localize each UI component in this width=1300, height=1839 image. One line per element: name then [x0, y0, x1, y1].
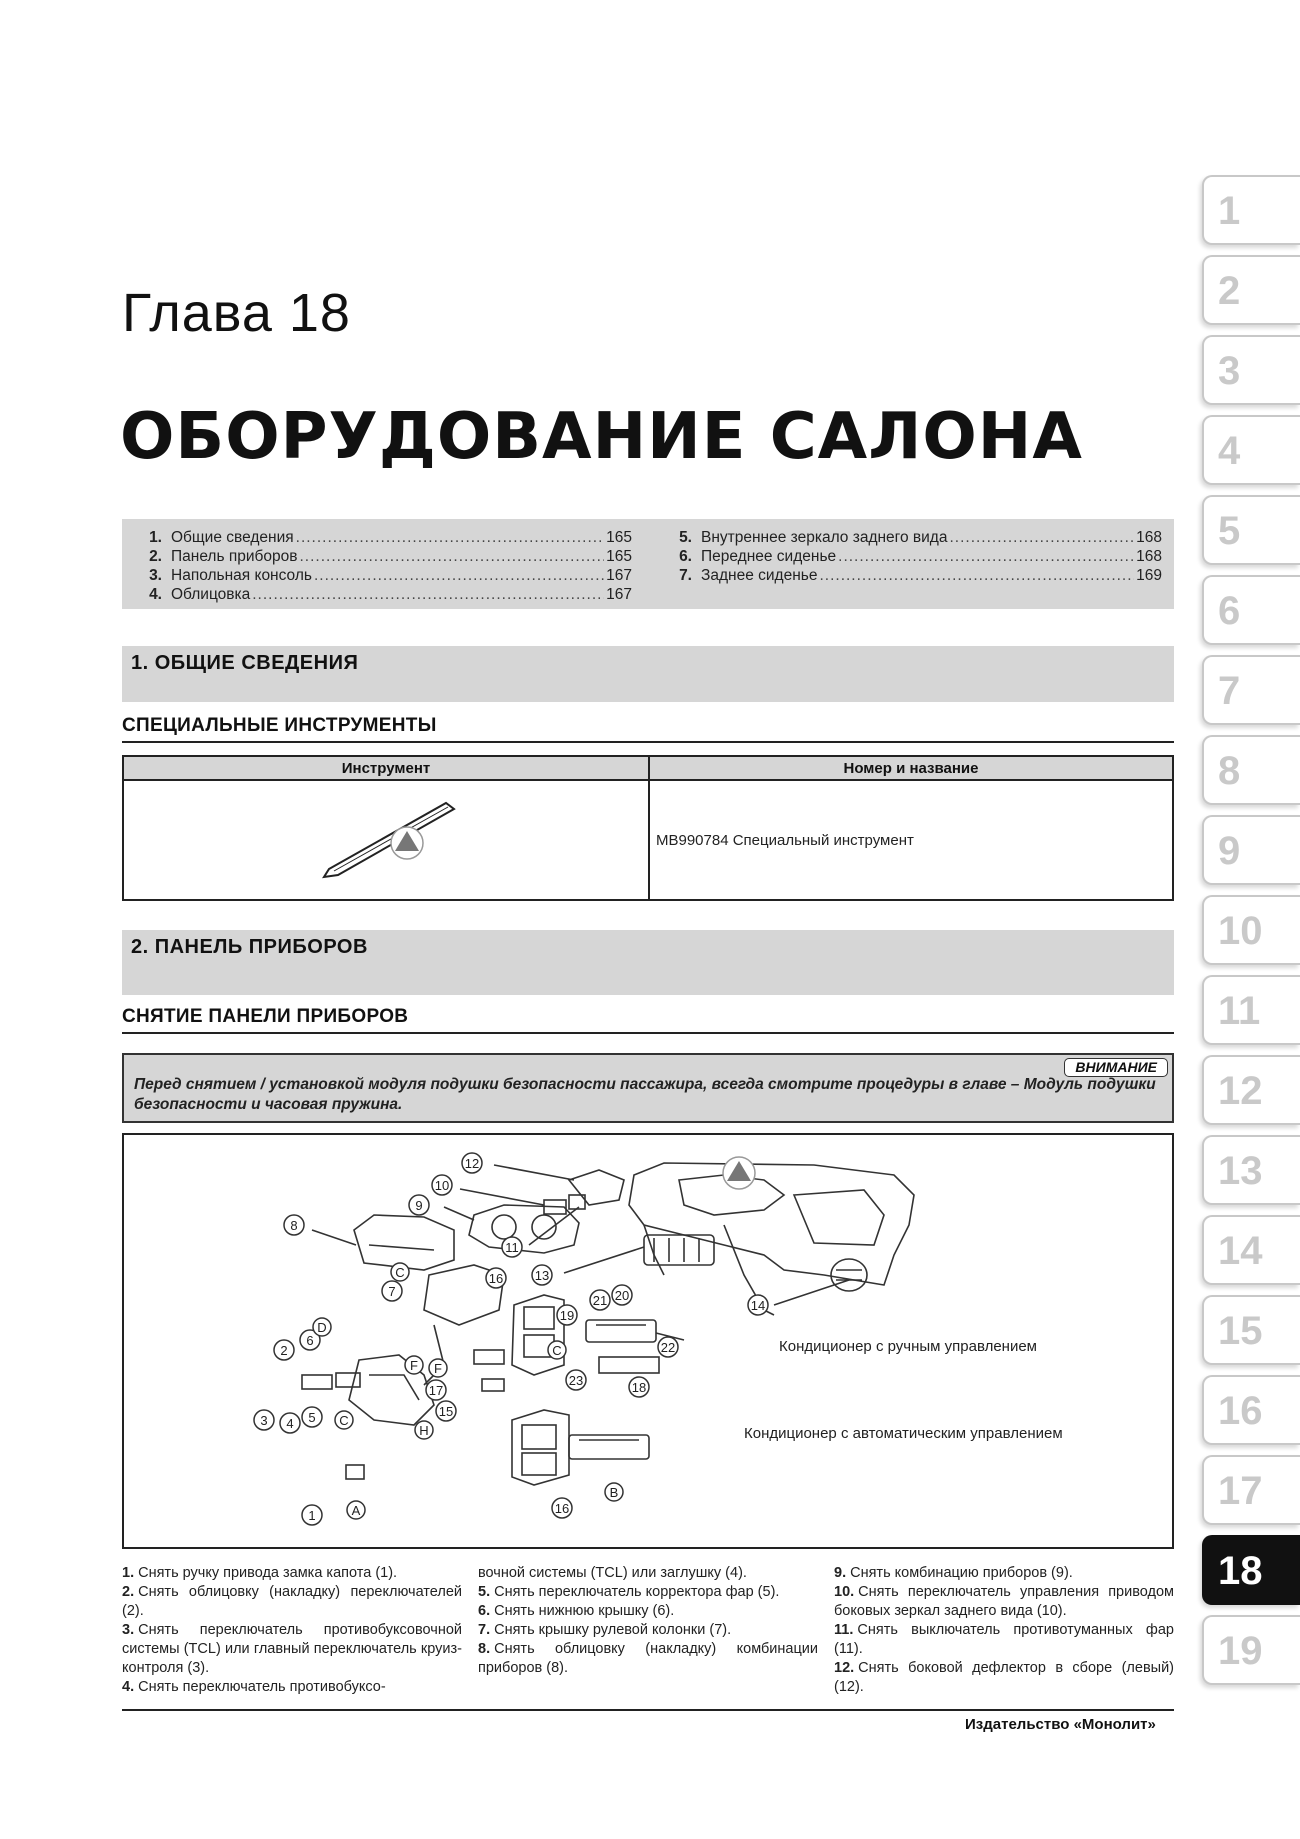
step-item: 3. Снять переключатель противобуксовочной системы (TCL) или главный переключатель круиз-контроля (3).	[122, 1622, 462, 1676]
marker-3	[254, 1410, 274, 1430]
contents-entry[interactable]: 2. Панель приборов ..... 165	[132, 547, 632, 566]
svg-text:1: 1	[308, 1508, 316, 1523]
special-tools-table	[122, 755, 1174, 901]
svg-text:12: 12	[464, 1156, 480, 1171]
svg-text:2: 2	[280, 1343, 288, 1358]
svg-text:17: 17	[428, 1383, 444, 1398]
contents-entry[interactable]: 4. Облицовка ..... 167	[132, 585, 632, 604]
step-item: 12. Снять боковой дефлектор в сборе (левый) (12).	[834, 1660, 1174, 1695]
chapter-tab-3[interactable]: 3	[1202, 335, 1300, 405]
chapter-tab-10[interactable]: 10	[1202, 895, 1300, 965]
marker-b	[605, 1483, 623, 1501]
marker-13	[532, 1265, 552, 1285]
chapter-contents	[122, 519, 1174, 609]
svg-text:16: 16	[554, 1501, 570, 1516]
table-header-number: Номер и название	[650, 757, 1172, 781]
svg-text:4: 4	[286, 1416, 294, 1431]
contents-entry[interactable]: 7. Заднее сиденье ..... 169	[662, 566, 1162, 585]
contents-entry[interactable]: 3. Напольная консоль ..... 167	[132, 566, 632, 585]
contents-column-right	[662, 528, 1162, 585]
svg-text:19: 19	[559, 1308, 575, 1323]
chapter-tab-6[interactable]: 6	[1202, 575, 1300, 645]
svg-text:20: 20	[614, 1288, 630, 1303]
marker-9	[409, 1195, 429, 1215]
svg-text:21: 21	[592, 1293, 608, 1308]
steps-column-1	[122, 1564, 462, 1697]
marker-1	[302, 1505, 322, 1525]
svg-text:F: F	[410, 1358, 418, 1373]
marker-18	[629, 1377, 649, 1397]
callout-manual-ac: Кондиционер с ручным управлением	[779, 1338, 1037, 1355]
step-item: вочной системы (TCL) или заглушку (4).	[478, 1565, 747, 1581]
svg-text:C: C	[552, 1343, 562, 1358]
svg-text:F: F	[434, 1361, 442, 1376]
svg-text:18: 18	[631, 1380, 647, 1395]
warning-text: Перед снятием / установкой модуля подушки безопасности пассажира, всегда смотрите процедуры в главе – Модуль подушки безопасности и часовая пружина.	[134, 1076, 1156, 1113]
table-header-tool: Инструмент	[124, 757, 648, 781]
svg-text:3: 3	[260, 1413, 268, 1428]
marker-4	[280, 1413, 300, 1433]
marker-8	[284, 1215, 304, 1235]
chapter-label: Глава 18	[122, 283, 351, 343]
steps-column-2	[478, 1564, 818, 1678]
chapter-tab-19[interactable]: 19	[1202, 1615, 1300, 1685]
publisher-name: Издательство «Монолит»	[965, 1716, 1156, 1733]
contents-column-left	[132, 528, 632, 604]
marker-h	[415, 1421, 433, 1439]
subheading-dashboard-removal: СНЯТИЕ ПАНЕЛИ ПРИБОРОВ	[122, 1006, 1174, 1034]
dashboard-exploded-diagram	[122, 1133, 1174, 1549]
marker-c3	[548, 1341, 566, 1359]
marker-21	[590, 1290, 610, 1310]
marker-12	[462, 1153, 482, 1173]
svg-text:10: 10	[434, 1178, 450, 1193]
marker-a	[347, 1501, 365, 1519]
chapter-tab-9[interactable]: 9	[1202, 815, 1300, 885]
svg-text:D: D	[317, 1320, 327, 1335]
svg-text:A: A	[351, 1503, 361, 1518]
marker-5	[302, 1407, 322, 1427]
svg-text:16: 16	[488, 1271, 504, 1286]
step-item: 1. Снять ручку привода замка капота (1).	[122, 1565, 398, 1581]
callout-auto-ac: Кондиционер с автоматическим управлением	[744, 1425, 1063, 1442]
chapter-tab-15[interactable]: 15	[1202, 1295, 1300, 1365]
footer-rule	[122, 1709, 1174, 1711]
svg-text:C: C	[395, 1265, 405, 1280]
svg-text:C: C	[339, 1413, 349, 1428]
section-heading-dashboard: 2. ПАНЕЛЬ ПРИБОРОВ	[122, 930, 1174, 995]
chapter-tab-1[interactable]: 1	[1202, 175, 1300, 245]
chapter-tab-16[interactable]: 16	[1202, 1375, 1300, 1445]
step-item: 11. Снять выключатель противотуманных фар (11).	[834, 1622, 1174, 1657]
chapter-tab-4[interactable]: 4	[1202, 415, 1300, 485]
chapter-tab-17[interactable]: 17	[1202, 1455, 1300, 1525]
svg-text:5: 5	[308, 1410, 316, 1425]
marker-16	[486, 1268, 506, 1288]
chapter-tab-5[interactable]: 5	[1202, 495, 1300, 565]
warning-badge: ВНИМАНИЕ	[1064, 1058, 1168, 1077]
contents-entry[interactable]: 1. Общие сведения ..... 165	[132, 528, 632, 547]
marker-14	[748, 1295, 768, 1315]
marker-10	[432, 1175, 452, 1195]
chapter-tab-7[interactable]: 7	[1202, 655, 1300, 725]
step-item: 2. Снять облицовку (накладку) переключателей (2).	[122, 1584, 462, 1619]
chapter-title: ОБОРУДОВАНИЕ САЛОНА	[120, 400, 1083, 474]
watermark-logo-icon	[723, 1157, 755, 1189]
marker-f	[405, 1356, 423, 1374]
marker-11	[502, 1237, 522, 1257]
warning-box	[122, 1053, 1174, 1123]
chapter-tab-11[interactable]: 11	[1202, 975, 1300, 1045]
svg-text:13: 13	[534, 1268, 550, 1283]
marker-22	[658, 1337, 678, 1357]
step-item: 8. Снять облицовку (накладку) комбинации приборов (8).	[478, 1641, 818, 1676]
chapter-tab-13[interactable]: 13	[1202, 1135, 1300, 1205]
watermark-logo-icon	[391, 827, 423, 859]
section-heading-general: 1. ОБЩИЕ СВЕДЕНИЯ	[122, 646, 1174, 702]
chapter-tab-2[interactable]: 2	[1202, 255, 1300, 325]
svg-text:14: 14	[750, 1298, 766, 1313]
steps-column-3	[834, 1564, 1174, 1697]
marker-20	[612, 1285, 632, 1305]
marker-16b	[552, 1498, 572, 1518]
svg-text:23: 23	[568, 1373, 584, 1388]
svg-text:8: 8	[290, 1218, 298, 1233]
marker-c2	[335, 1411, 353, 1429]
subheading-special-tools: СПЕЦИАЛЬНЫЕ ИНСТРУМЕНТЫ	[122, 715, 1174, 743]
marker-c	[391, 1263, 409, 1281]
marker-f2	[429, 1359, 447, 1377]
chapter-tab-18-active[interactable]: 18	[1202, 1535, 1300, 1605]
svg-text:11: 11	[505, 1240, 519, 1255]
marker-2	[274, 1340, 294, 1360]
marker-17	[426, 1380, 446, 1400]
step-item: 4. Снять переключатель противобуксо-	[122, 1679, 386, 1695]
svg-text:B: B	[609, 1485, 619, 1500]
marker-19	[557, 1305, 577, 1325]
svg-text:7: 7	[388, 1284, 396, 1299]
chapter-tab-14[interactable]: 14	[1202, 1215, 1300, 1285]
tool-number-name: MB990784 Специальный инструмент	[656, 832, 914, 849]
marker-d	[313, 1318, 331, 1336]
step-item: 7. Снять крышку рулевой колонки (7).	[478, 1622, 732, 1638]
step-item: 10. Снять переключатель управления приводом боковых зеркал заднего вида (10).	[834, 1584, 1174, 1619]
svg-text:15: 15	[438, 1404, 454, 1419]
chapter-tab-8[interactable]: 8	[1202, 735, 1300, 805]
step-item: 6. Снять нижнюю крышку (6).	[478, 1603, 675, 1619]
step-item: 5. Снять переключатель корректора фар (5).	[478, 1584, 780, 1600]
svg-text:9: 9	[415, 1198, 423, 1213]
chapter-tab-12[interactable]: 12	[1202, 1055, 1300, 1125]
marker-23	[566, 1370, 586, 1390]
svg-text:22: 22	[660, 1340, 676, 1355]
step-item: 9. Снять комбинацию приборов (9).	[834, 1565, 1073, 1581]
svg-text:6: 6	[306, 1333, 314, 1348]
svg-text:H: H	[419, 1423, 429, 1438]
marker-7	[382, 1281, 402, 1301]
special-tool-illustration	[124, 781, 644, 899]
marker-15	[436, 1401, 456, 1421]
contents-entry[interactable]: 6. Переднее сиденье ..... 168	[662, 547, 1162, 566]
contents-entry[interactable]: 5. Внутреннее зеркало заднего вида ..... 168	[662, 528, 1162, 547]
